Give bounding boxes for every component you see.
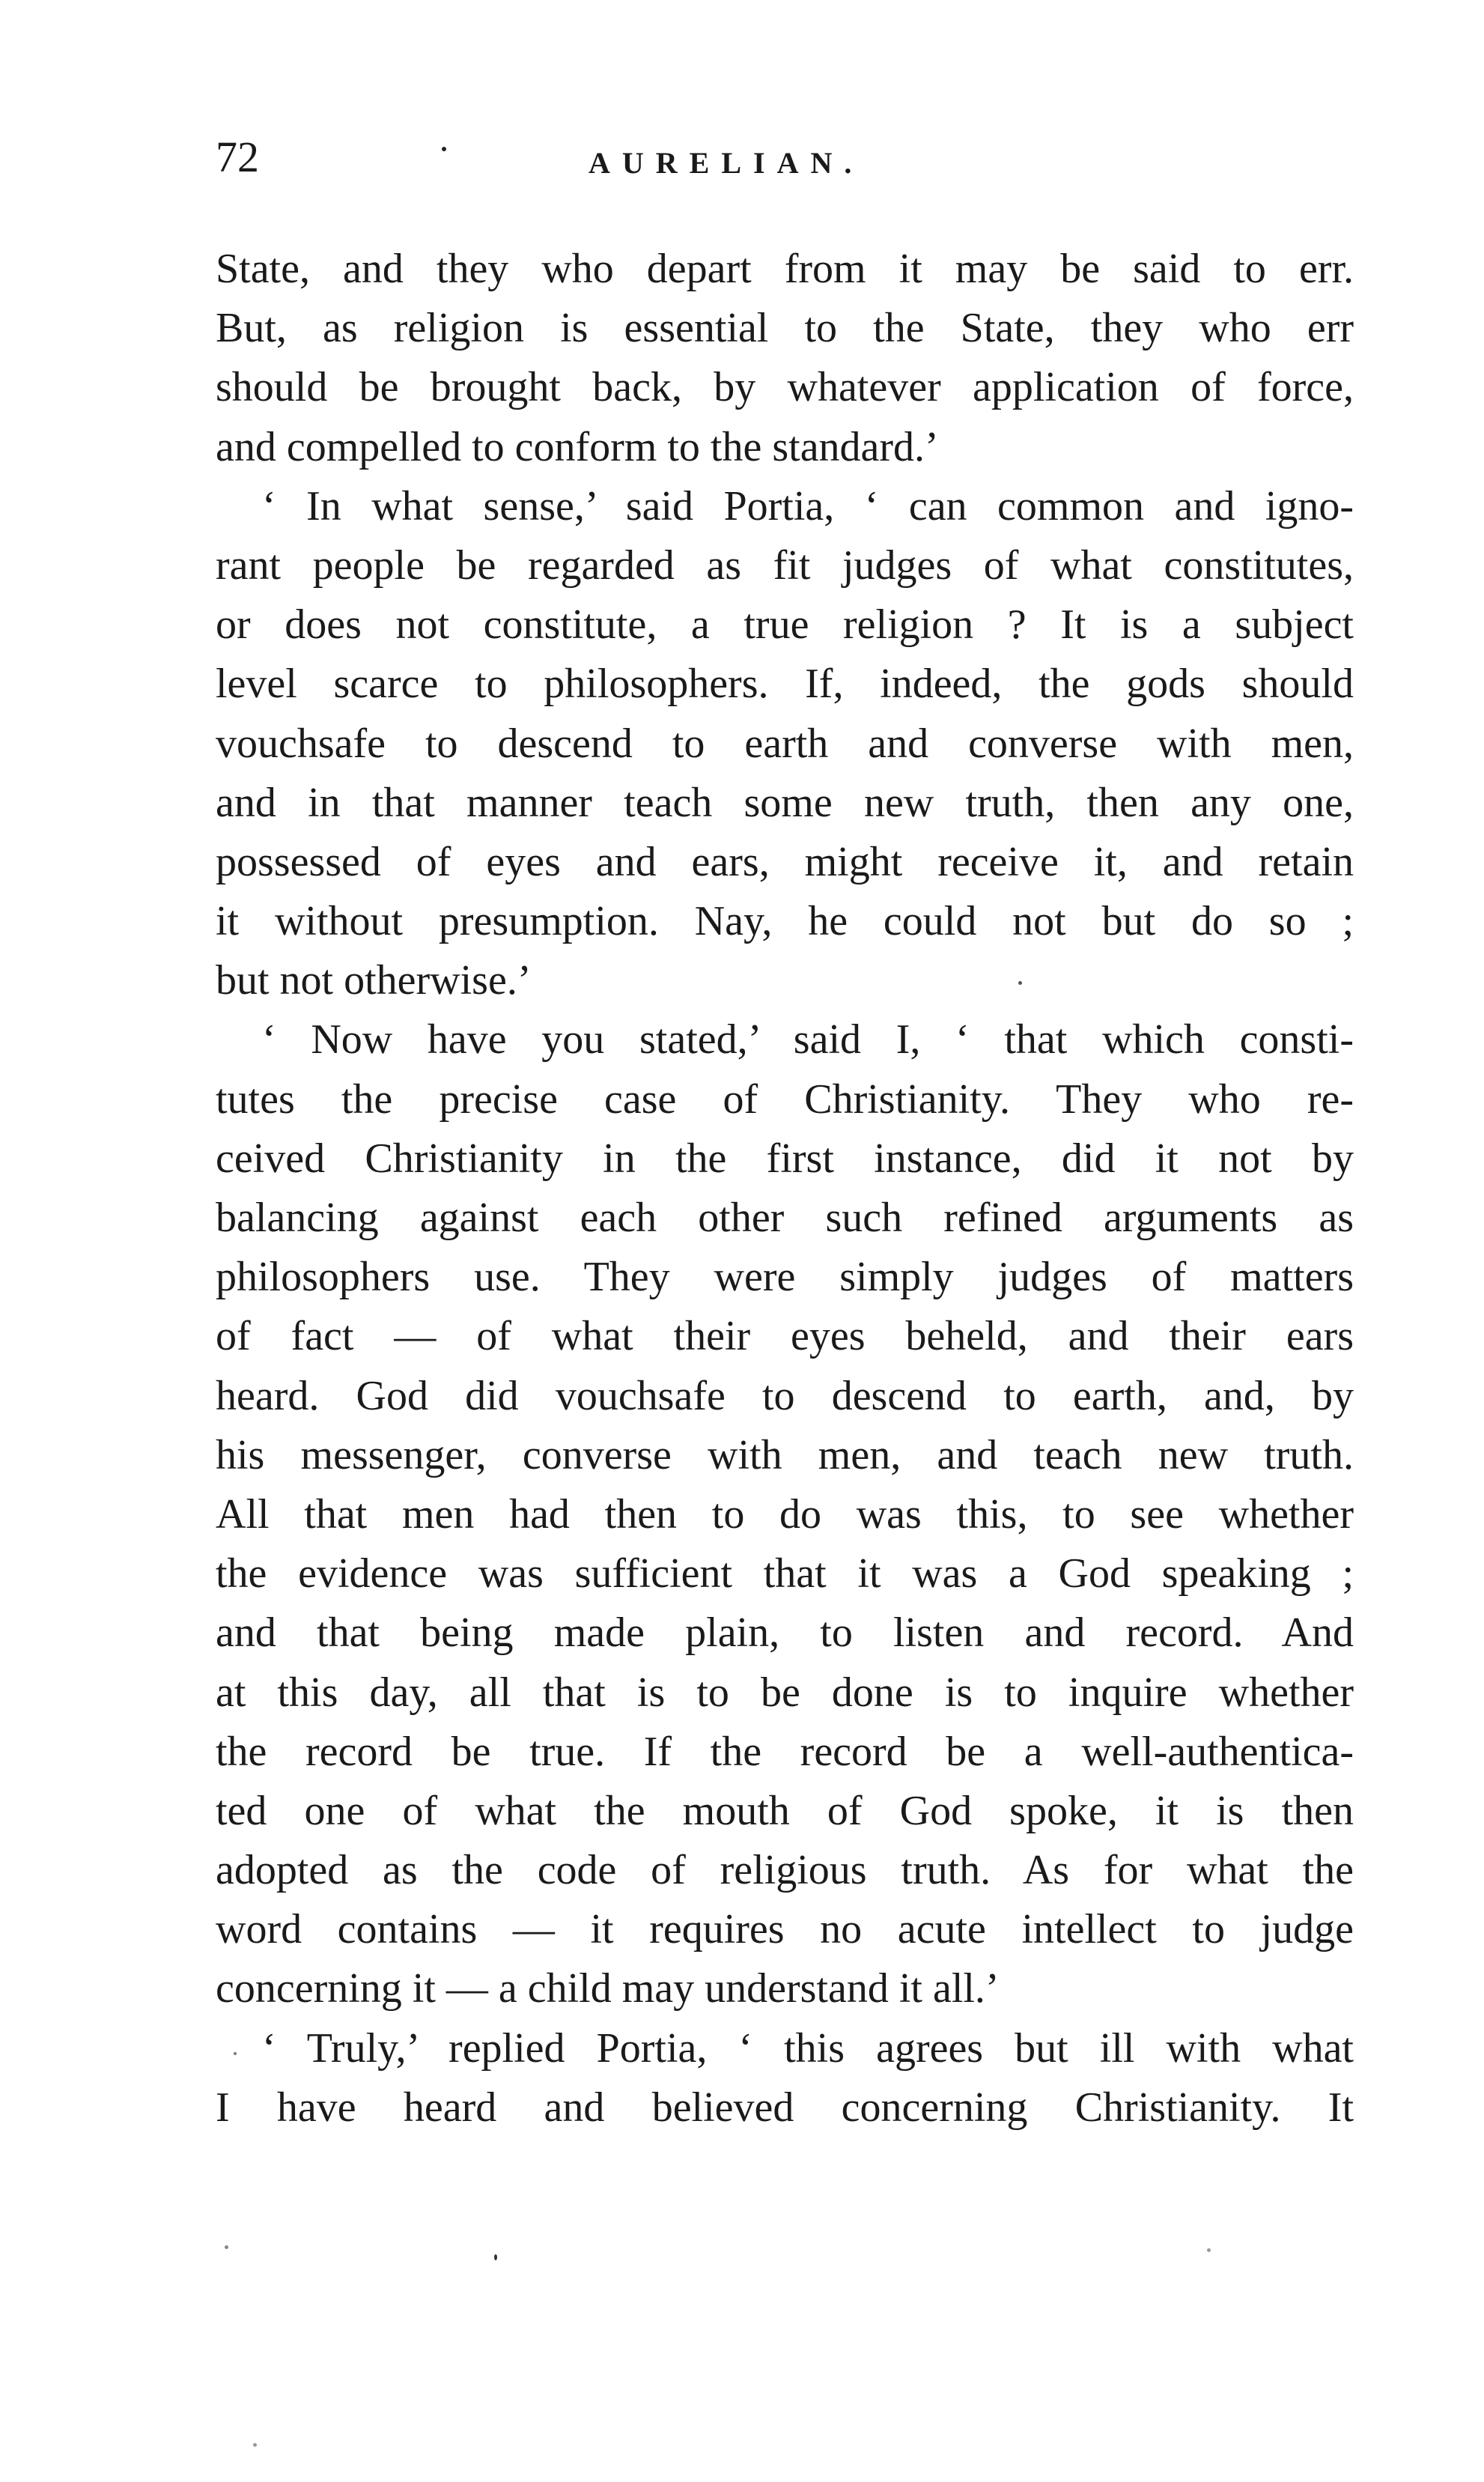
text-line: balancing against each other such refined arguments as	[216, 1195, 1354, 1241]
text-line: of fact — of what their eyes beheld, and their ears	[216, 1313, 1354, 1360]
text-line: possessed of eyes and ears, might receive it, and retain	[216, 838, 1354, 885]
text-line: and compelled to conform to the standard.’	[216, 423, 939, 470]
text-line: But, as religion is essential to the State, they who err	[216, 305, 1354, 352]
text-line: concerning it — a child may understand it all.’	[216, 1965, 1000, 2012]
text-line: vouchsafe to descend to earth and converse with men,	[216, 720, 1354, 767]
text-line: ‘ Truly,’ replied Portia, ‘ this agrees but ill with what	[262, 2024, 1354, 2072]
scan-speck	[494, 2254, 497, 2260]
text-line: All that men had then to do was this, to see whether	[216, 1490, 1354, 1538]
scan-speck	[1207, 2248, 1211, 2252]
running-head	[216, 127, 1354, 187]
text-line: tutes the precise case of Christianity. They who re-	[216, 1075, 1354, 1123]
scan-speck	[234, 2052, 237, 2055]
text-line: should be brought back, by whatever application of force,	[216, 364, 1354, 411]
text-line: the record be true. If the record be a well-authentica-	[216, 1728, 1354, 1775]
body-text	[216, 240, 1354, 2137]
text-line: and in that manner teach some new truth, then any one,	[216, 779, 1354, 826]
text-line: but not otherwise.’	[216, 957, 532, 1004]
text-line: heard. God did vouchsafe to descend to earth, and, by	[216, 1372, 1354, 1419]
text-line: philosophers use. They were simply judges of matters	[216, 1254, 1354, 1301]
text-line: or does not constitute, a true religion ? It is a subject	[216, 601, 1354, 649]
text-line: at this day, all that is to be done is to inquire whether	[216, 1669, 1354, 1716]
running-head-title: AURELIAN.	[589, 146, 864, 180]
text-line: the evidence was sufficient that it was a God speaking ;	[216, 1550, 1354, 1597]
text-line: State, and they who depart from it may be said to err.	[216, 246, 1354, 292]
text-line: rant people be regarded as fit judges of what constitutes,	[216, 541, 1354, 589]
scan-speck	[1018, 981, 1022, 985]
text-line: his messenger, converse with men, and teach new truth.	[216, 1431, 1354, 1478]
page-number: 72	[216, 133, 259, 181]
text-line: level scarce to philosophers. If, indeed, the gods should	[216, 661, 1354, 708]
scan-speck	[442, 147, 446, 151]
text-line: ‘ In what sense,’ said Portia, ‘ can common and igno-	[262, 482, 1354, 530]
paragraph	[216, 477, 1354, 1011]
text-line: ted one of what the mouth of God spoke, it is then	[216, 1787, 1354, 1834]
scan-speck	[253, 2443, 257, 2447]
text-line: adopted as the code of religious truth. As for what the	[216, 1847, 1354, 1894]
scan-speck	[225, 2245, 228, 2249]
text-line: I have heard and believed concerning Christianity. It	[216, 2084, 1354, 2131]
text-line: ‘ Now have you stated,’ said I, ‘ that which consti-	[262, 1016, 1354, 1064]
text-line: word contains — it requires no acute intellect to judge	[216, 1906, 1354, 1953]
paragraph	[216, 240, 1354, 477]
text-line: it without presumption. Nay, he could not but do so ;	[216, 898, 1354, 945]
paragraph	[216, 2019, 1354, 2137]
text-line: ceived Christianity in the first instance, did it not by	[216, 1135, 1354, 1182]
paragraph	[216, 1010, 1354, 2018]
text-line: and that being made plain, to listen and record. And	[216, 1609, 1354, 1657]
